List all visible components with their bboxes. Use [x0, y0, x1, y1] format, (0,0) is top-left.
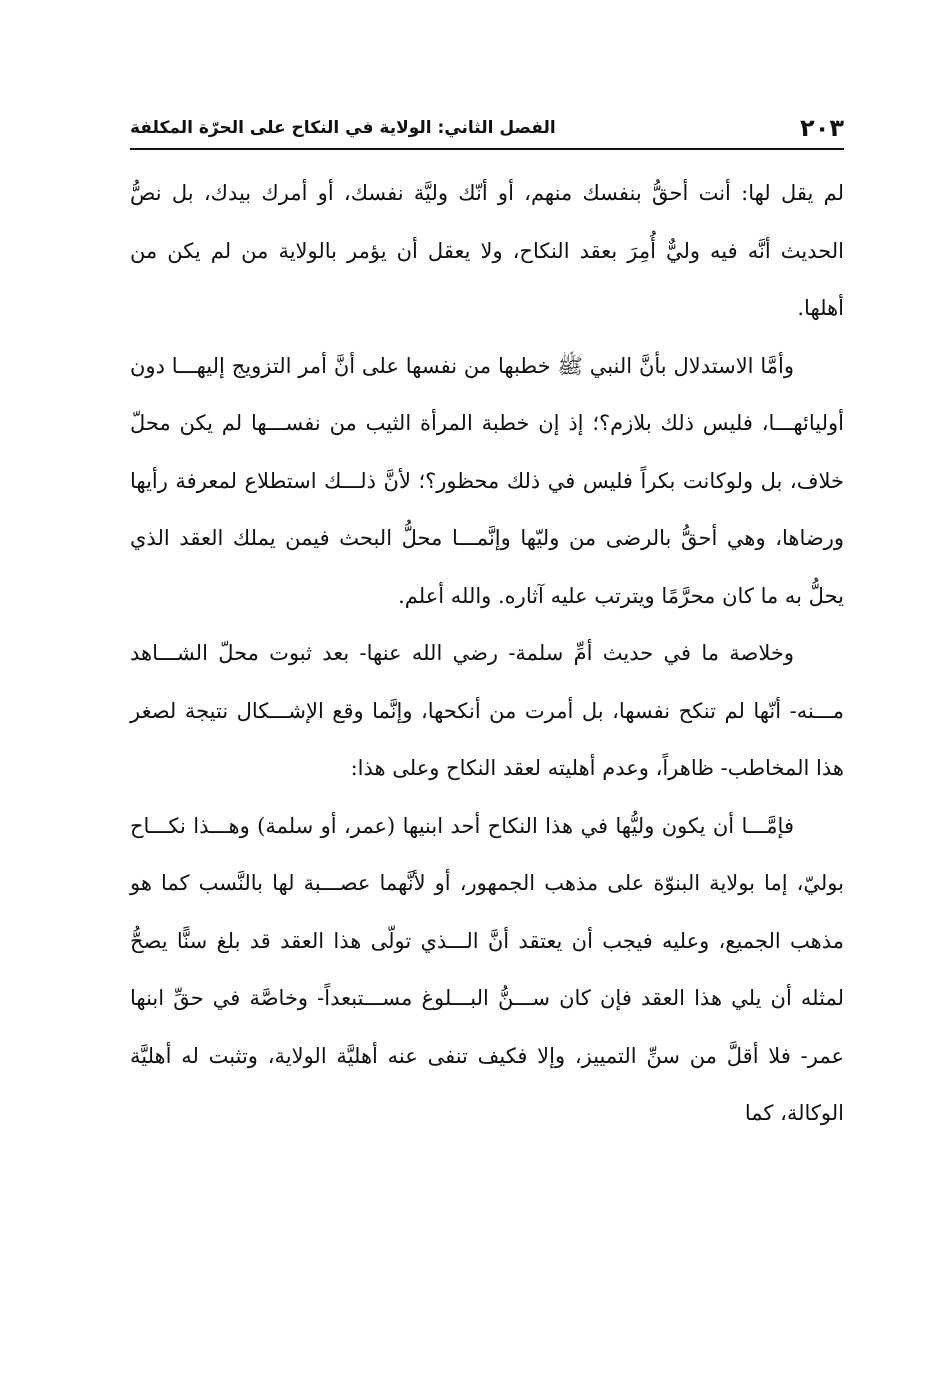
- paragraph-4: فإمَّـــا أن يكون وليُّها في هذا النكاح أحد ابنيها (عمر، أو سلمة) وهـــذا نكـــاح بوليّ، إما بولاية البنوّة على مذهب الجمهور، أو لأنَّهما عصـــبة لها بالنَّسب كما هو مذهب الجميع، وعليه فيجب أن يعتقد أنَّ الـــذي تولّى هذا العقد قد بلغ سنًّا يصحُّ لمثله أن يلي هذا العقد فإن كان ســـنُّ البـــلوغ مســـتبعداً- وخاصَّة في حقِّ ابنها عمر- فلا أقلَّ من سنِّ التمييز، وإلا فكيف تنفى عنه أهليَّة الولاية، وتثبت له أهليَّة الوكالة، كما: [130, 813, 844, 1125]
- body-text: [130, 165, 844, 1143]
- page-header: [130, 108, 844, 148]
- paragraph-2: وأمَّا الاستدلال بأنَّ النبي ﷺ خطبها من نفسها على أنَّ أمر التزويج إليهـــا دون أوليائهـــا، فليس ذلك بلازم؟؛ إذ إن خطبة المرأة الثيب من نفســـها لم يكن محلّ خلاف، بل ولوكانت بكراً فليس في ذلك محظور؟؛ لأنَّ ذلـــك استطلاع لمعرفة رأيها ورضاها، وهي أحقُّ بالرضى من وليّها وإنَّمـــا محلُّ البحث فيمن يملك العقد الذي يحلُّ به ما كان محرَّمًا ويترتب عليه آثاره. والله أعلم.: [130, 353, 844, 608]
- paragraph-1: لم يقل لها: أنت أحقُّ بنفسك منهم، أو أنّك وليَّة نفسك، أو أمرك بيدك، بل نصُّ الحديث أنَّه فيه وليٌّ أُمِرَ بعقد النكاح، ولا يعقل أن يؤمر بالولاية من لم يكن من أهلها.: [130, 181, 844, 320]
- paragraph-3: وخلاصة ما في حديث أمِّ سلمة- رضي الله عنها- بعد ثبوت محلّ الشـــاهد مـــنه- أنّها لم تنكح نفسها، بل أمرت من أنكحها، وإنَّما وقع الإشـــكال نتيجة لصغر هذا المخاطب- ظاهراً، وعدم أهليته لعقد النكاح وعلى هذا:: [130, 641, 844, 780]
- running-title: الفصل الثاني: الولاية في النكاح على الحرّة المكلفة: [130, 118, 556, 138]
- header-rule: [130, 148, 844, 150]
- page-number: ٢٠٣: [800, 114, 844, 142]
